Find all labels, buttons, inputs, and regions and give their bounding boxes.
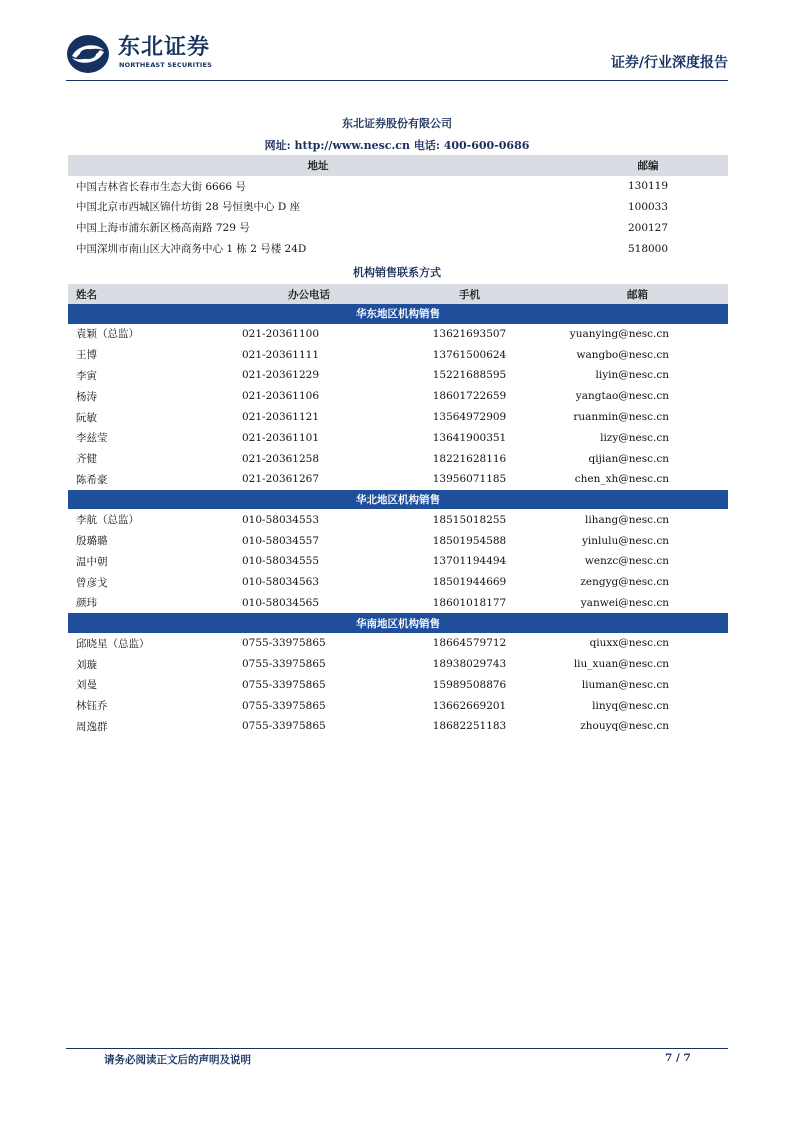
region-label: 华南地区机构销售 bbox=[68, 613, 728, 633]
page-header bbox=[66, 34, 728, 78]
contact-email: ruanmin@nesc.cn bbox=[573, 411, 669, 424]
zip-cell: 518000 bbox=[627, 242, 669, 255]
contact-mobile: 18221628116 bbox=[432, 452, 507, 465]
contact-mobile: 13701194494 bbox=[432, 555, 507, 568]
address-table-header bbox=[68, 155, 728, 176]
contact-email: wangbo@nesc.cn bbox=[576, 348, 669, 361]
contact-row bbox=[68, 551, 728, 572]
contact-office-phone: 021-20361100 bbox=[242, 327, 320, 340]
zip-header: 邮编 bbox=[568, 155, 728, 176]
contact-name: 李兹莹 bbox=[76, 432, 108, 445]
company-name: 东北证券股份有限公司 bbox=[342, 117, 452, 130]
address-table bbox=[68, 155, 728, 259]
contact-email: linyq@nesc.cn bbox=[592, 699, 669, 712]
contact-mobile: 18682251183 bbox=[432, 720, 507, 733]
contact-office-phone: 021-20361229 bbox=[242, 369, 320, 382]
contact-office-phone: 0755-33975865 bbox=[242, 699, 326, 712]
contact-row bbox=[68, 695, 728, 716]
contact-office-phone: 021-20361121 bbox=[242, 411, 320, 424]
contact-email: yanwei@nesc.cn bbox=[580, 596, 669, 609]
address-header: 地址 bbox=[68, 155, 568, 176]
contact-office-phone: 0755-33975865 bbox=[242, 637, 326, 650]
zip-cell: 200127 bbox=[627, 221, 669, 234]
contact-row bbox=[68, 386, 728, 407]
contact-mobile: 18601018177 bbox=[432, 596, 507, 609]
contact-name: 邱晓星（总监） bbox=[76, 637, 150, 650]
region-row-south bbox=[68, 613, 728, 633]
contact-email: lihang@nesc.cn bbox=[585, 513, 669, 526]
contact-name: 曾彦戈 bbox=[76, 576, 108, 589]
footer-disclaimer: 请务必阅读正文后的声明及说明 bbox=[104, 1054, 251, 1066]
address-row bbox=[68, 238, 728, 259]
contact-name: 李航（总监） bbox=[76, 514, 139, 527]
address-cell: 中国吉林省长春市生态大街 6666 号 bbox=[76, 180, 246, 193]
header-divider bbox=[66, 80, 728, 81]
contact-office-phone: 0755-33975865 bbox=[242, 658, 326, 671]
mobile-header: 手机 bbox=[392, 284, 547, 304]
contact-row bbox=[68, 674, 728, 695]
contact-mobile: 13956071185 bbox=[432, 473, 507, 486]
contact-row bbox=[68, 427, 728, 448]
contact-name: 杨涛 bbox=[76, 390, 97, 403]
contact-mobile: 18501944669 bbox=[432, 576, 507, 589]
contact-row bbox=[68, 654, 728, 675]
region-row-north bbox=[68, 490, 728, 510]
contact-email: yinlulu@nesc.cn bbox=[581, 534, 669, 547]
contact-row bbox=[68, 344, 728, 365]
contact-row bbox=[68, 324, 728, 345]
contact-name: 阮敏 bbox=[76, 411, 97, 424]
contact-row bbox=[68, 633, 728, 654]
contact-email: qiuxx@nesc.cn bbox=[589, 637, 669, 650]
report-type: 证券/行业深度报告 bbox=[610, 55, 728, 71]
contact-mobile: 15989508876 bbox=[432, 678, 507, 691]
sales-table-header bbox=[68, 284, 728, 304]
contact-email: zengyg@nesc.cn bbox=[580, 576, 669, 589]
address-row bbox=[68, 197, 728, 218]
contact-email: yangtao@nesc.cn bbox=[575, 390, 669, 403]
contact-email: wenzc@nesc.cn bbox=[584, 555, 669, 568]
contact-name: 林钰乔 bbox=[76, 700, 108, 713]
contact-mobile: 18664579712 bbox=[432, 637, 507, 650]
contact-mobile: 15221688595 bbox=[432, 369, 507, 382]
contact-name: 王博 bbox=[76, 349, 97, 362]
contact-mobile: 18501954588 bbox=[432, 534, 507, 547]
contact-mobile: 13641900351 bbox=[432, 431, 507, 444]
contact-row bbox=[68, 530, 728, 551]
contact-row bbox=[68, 448, 728, 469]
contact-email: liyin@nesc.cn bbox=[595, 369, 669, 382]
contact-row bbox=[68, 593, 728, 614]
region-label: 华北地区机构销售 bbox=[68, 490, 728, 510]
contact-mobile: 13621693507 bbox=[432, 327, 507, 340]
sales-contacts-title: 机构销售联系方式 bbox=[353, 266, 441, 279]
contact-office-phone: 010-58034565 bbox=[242, 596, 320, 609]
address-cell: 中国北京市西城区锦什坊街 28 号恒奥中心 D 座 bbox=[76, 201, 301, 214]
contact-office-phone: 021-20361111 bbox=[242, 348, 320, 361]
contact-mobile: 13761500624 bbox=[432, 348, 507, 361]
contact-name: 刘曼 bbox=[76, 679, 97, 692]
contact-email: chen_xh@nesc.cn bbox=[574, 473, 669, 486]
region-label: 华东地区机构销售 bbox=[68, 304, 728, 324]
contact-row bbox=[68, 407, 728, 428]
contact-office-phone: 0755-33975865 bbox=[242, 720, 326, 733]
brand-name: 东北证券 bbox=[118, 35, 211, 60]
northeast-securities-logo-icon bbox=[66, 34, 110, 74]
contact-name: 殷璐璐 bbox=[76, 535, 108, 548]
zip-cell: 100033 bbox=[627, 200, 669, 213]
contact-name: 刘璇 bbox=[76, 658, 97, 671]
address-row bbox=[68, 176, 728, 197]
address-cell: 中国上海市浦东新区杨高南路 729 号 bbox=[76, 222, 250, 235]
contact-mobile: 13662669201 bbox=[432, 699, 507, 712]
contact-email: qijian@nesc.cn bbox=[588, 452, 669, 465]
company-contact: 网址: http://www.nesc.cn 电话: 400-600-0686 bbox=[264, 139, 530, 152]
contact-mobile: 18938029743 bbox=[432, 658, 507, 671]
contact-office-phone: 010-58034563 bbox=[242, 576, 320, 589]
contact-office-phone: 010-58034553 bbox=[242, 513, 320, 526]
brand-name-en: NORTHEAST SECURITIES bbox=[119, 61, 212, 69]
footer-divider bbox=[66, 1048, 728, 1049]
zip-cell: 130119 bbox=[627, 180, 669, 193]
contact-mobile: 18515018255 bbox=[432, 513, 507, 526]
contact-office-phone: 010-58034555 bbox=[242, 555, 320, 568]
contact-row bbox=[68, 469, 728, 490]
contact-row bbox=[68, 365, 728, 386]
contact-office-phone: 021-20361101 bbox=[242, 431, 320, 444]
region-row-east bbox=[68, 304, 728, 324]
name-header: 姓名 bbox=[68, 284, 226, 304]
contact-row bbox=[68, 716, 728, 737]
contact-email: liu_xuan@nesc.cn bbox=[573, 658, 669, 671]
contact-office-phone: 010-58034557 bbox=[242, 534, 320, 547]
contact-name: 温中朝 bbox=[76, 555, 108, 568]
office-phone-header: 办公电话 bbox=[226, 284, 392, 304]
contact-name: 陈希豪 bbox=[76, 473, 108, 486]
contact-row bbox=[68, 509, 728, 530]
sales-contacts-table bbox=[68, 284, 728, 737]
contact-mobile: 18601722659 bbox=[432, 390, 507, 403]
contact-office-phone: 021-20361106 bbox=[242, 390, 320, 403]
page-number: 7 / 7 bbox=[665, 1052, 691, 1064]
contact-mobile: 13564972909 bbox=[432, 411, 507, 424]
contact-name: 周逸群 bbox=[76, 720, 108, 733]
contact-email: lizy@nesc.cn bbox=[600, 431, 669, 444]
address-row bbox=[68, 217, 728, 238]
contact-name: 李寅 bbox=[76, 369, 97, 382]
address-cell: 中国深圳市南山区大冲商务中心 1 栋 2 号楼 24D bbox=[76, 243, 307, 256]
contact-office-phone: 021-20361267 bbox=[242, 473, 320, 486]
email-header: 邮箱 bbox=[547, 284, 728, 304]
contact-office-phone: 0755-33975865 bbox=[242, 678, 326, 691]
contact-name: 袁颖（总监） bbox=[76, 328, 139, 341]
contact-email: zhouyq@nesc.cn bbox=[580, 720, 669, 733]
contact-row bbox=[68, 572, 728, 593]
contact-name: 齐健 bbox=[76, 453, 97, 466]
contact-office-phone: 021-20361258 bbox=[242, 452, 320, 465]
contact-name: 颜玮 bbox=[76, 597, 97, 610]
contact-email: yuanying@nesc.cn bbox=[569, 327, 669, 340]
contact-email: liuman@nesc.cn bbox=[581, 678, 669, 691]
